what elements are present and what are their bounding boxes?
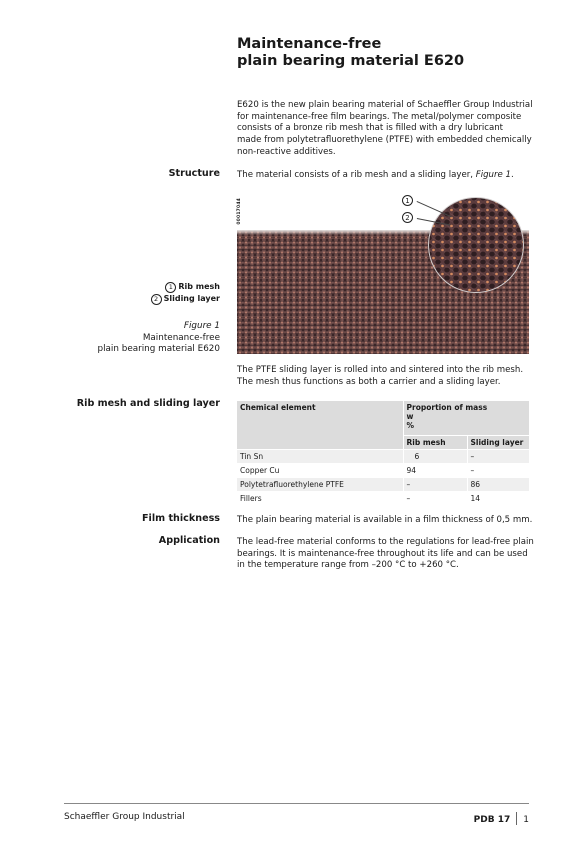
cell-sliding-layer: –: [467, 450, 529, 464]
footer-company: Schaeffler Group Industrial: [64, 812, 185, 822]
footer-page-info: [474, 812, 529, 825]
structure-text: [237, 170, 537, 182]
figure-caption-line: plain bearing material E620: [97, 344, 220, 354]
application-line: bearings. It is maintenance-free throughout its life and can be used: [237, 548, 528, 559]
composition-heading: Rib mesh and sliding layer: [76, 398, 220, 409]
page-title-line-2: plain bearing material E620: [237, 53, 465, 69]
table-row: [237, 450, 529, 464]
intro-line: for maintenance-free film bearings. The metal/polymer composite: [237, 111, 522, 122]
table-row: [237, 464, 529, 478]
composition-table: [237, 401, 529, 506]
column-header-rib-mesh: Rib mesh: [403, 436, 467, 450]
application-line: in the temperature range from –200 °C to +260 °C.: [237, 560, 459, 571]
page-title-line-1: Maintenance-free: [237, 36, 382, 52]
table-row: [237, 492, 529, 506]
cell-sliding-layer: 14: [467, 492, 529, 506]
footer-doc-number: PDB 17: [473, 815, 511, 825]
intro-line: E620 is the new plain bearing material of Schaeffler Group Industrial: [237, 100, 533, 110]
legend-number-icon: 1: [165, 282, 176, 293]
intro-line: non-reactive additives.: [237, 146, 336, 157]
legend-item-sliding-layer: [20, 293, 220, 305]
legend-item-rib-mesh: [20, 281, 220, 293]
footer-separator: [516, 812, 517, 825]
mass-header-unit: %: [406, 421, 415, 430]
figure-caption: [20, 321, 220, 356]
application-heading: Application: [158, 535, 220, 546]
figure-label: Figure 1: [183, 321, 220, 331]
figure-caption-line: Maintenance-free: [142, 332, 220, 343]
intro-line: made from polytetrafluorethylene (PTFE) with embedded chemically: [237, 135, 532, 146]
figure-legend: [20, 281, 220, 305]
figure-1: [237, 192, 529, 354]
structure-text-body: The material consists of a rib mesh and a sliding layer,: [237, 170, 476, 180]
cell-rib-mesh: –: [403, 492, 467, 506]
figure-code: 00017044: [237, 198, 242, 225]
table-row: [237, 478, 529, 492]
callout-1: 1: [402, 195, 413, 206]
film-thickness-heading: Film thickness: [142, 513, 220, 524]
intro-paragraph: [237, 100, 537, 159]
mass-header-label: Proportion of mass: [406, 403, 488, 412]
intro-line: consists of a bronze rib mesh that is filled with a dry lubricant: [237, 123, 504, 134]
application-line: The lead-free material conforms to the regulations for lead-free plain: [237, 537, 534, 547]
legend-label: Rib mesh: [178, 282, 220, 291]
cell-rib-mesh: 6: [403, 450, 467, 464]
structure-text-end: .: [511, 170, 514, 180]
cell-element: Copper Cu: [237, 464, 403, 478]
application-paragraph: [237, 537, 537, 572]
column-header-element: Chemical element: [237, 401, 403, 450]
ptfe-line: The mesh thus functions as both a carrier and a sliding layer.: [237, 376, 501, 387]
page-title: [237, 36, 557, 70]
legend-number-icon: 2: [151, 294, 162, 305]
cell-element: Polytetrafluorethylene PTFE: [237, 478, 403, 492]
cell-element: Fillers: [237, 492, 403, 506]
column-header-sliding-layer: Sliding layer: [467, 436, 529, 450]
cell-element: Tin Sn: [237, 450, 403, 464]
legend-label: Sliding layer: [163, 294, 220, 303]
cell-rib-mesh: –: [403, 478, 467, 492]
cell-sliding-layer: –: [467, 464, 529, 478]
callout-2: 2: [402, 212, 413, 223]
ptfe-line: The PTFE sliding layer is rolled into and sintered into the rib mesh.: [237, 365, 524, 375]
figure-reference-link[interactable]: Figure 1: [475, 170, 512, 180]
footer-divider: [64, 803, 529, 804]
film-thickness-text: The plain bearing material is available in a film thickness of 0,5 mm.: [237, 515, 533, 525]
cell-rib-mesh: 94: [403, 464, 467, 478]
ptfe-paragraph: [237, 365, 537, 388]
cell-sliding-layer: 86: [467, 478, 529, 492]
structure-heading: Structure: [168, 168, 220, 179]
mass-header-symbol: w: [406, 412, 414, 421]
column-header-mass: [403, 401, 529, 436]
footer-page-number: 1: [523, 815, 529, 825]
